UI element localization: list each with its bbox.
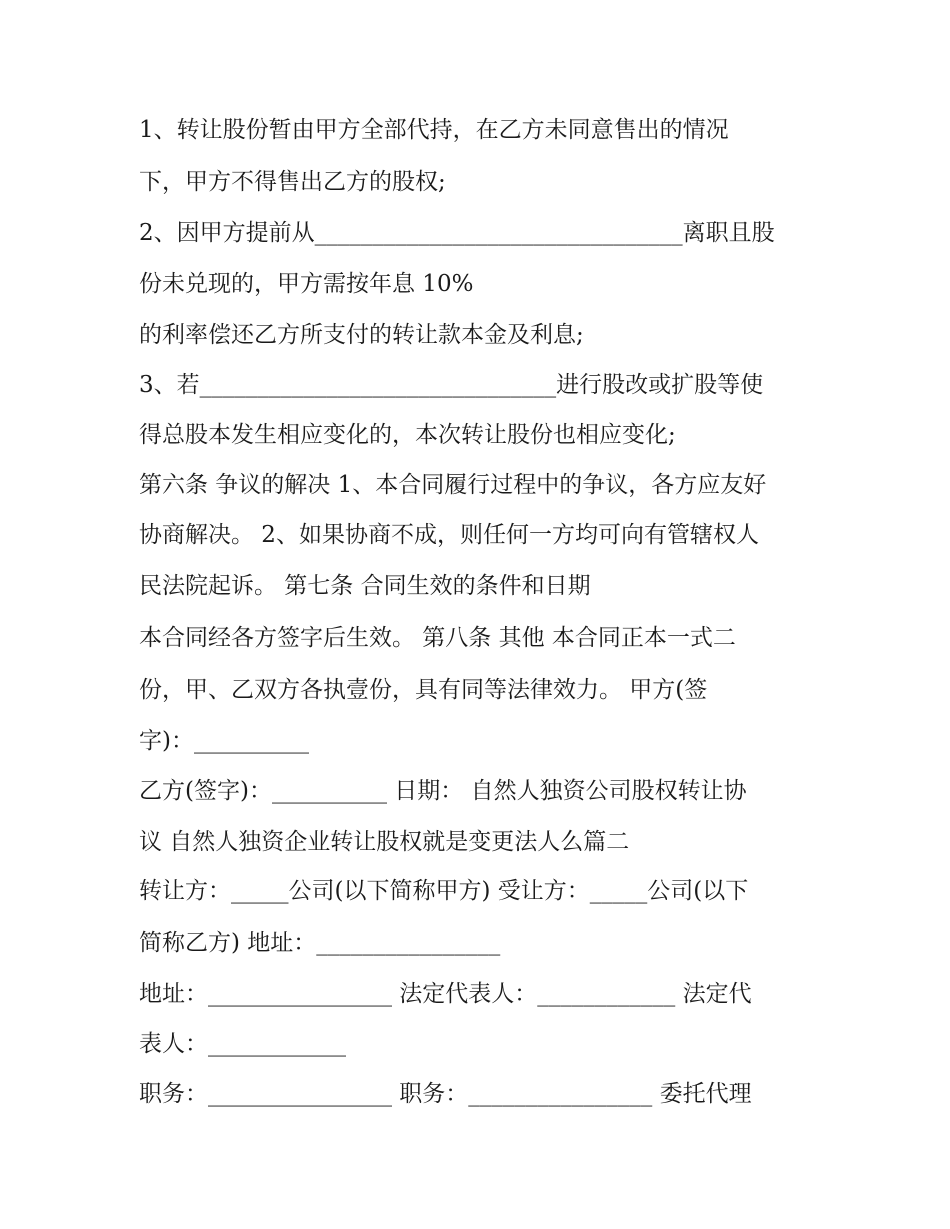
- text-line: 份未兑现的，甲方需按年息 10%: [139, 271, 474, 297]
- text-line: 乙方(签字)：__________ 日期： 自然人独资公司股权转让协: [139, 778, 747, 804]
- text-line: 3、若_______________________________进行股改或扩股等使: [139, 372, 764, 398]
- text-line: 协商解决。 2、如果协商不成，则任何一方均可向有管辖权人: [139, 522, 759, 548]
- text-line: 职务：________________ 职务：________________ 委托代理: [139, 1081, 752, 1107]
- text-line: 议 自然人独资企业转让股权就是变更法人么篇二: [139, 829, 630, 855]
- text-line: 的利率偿还乙方所支付的转让款本金及利息;: [139, 322, 584, 348]
- text-line: 份，甲、乙双方各执壹份，具有同等法律效力。 甲方(签: [139, 677, 708, 703]
- text-line: 字)：__________: [139, 728, 309, 754]
- text-line: 得总股本发生相应变化的，本次转让股份也相应变化;: [139, 422, 676, 448]
- text-line: 民法院起诉。 第七条 合同生效的条件和日期: [139, 573, 591, 599]
- text-line: 转让方：_____公司(以下简称甲方) 受让方：_____公司(以下: [139, 878, 749, 904]
- text-line: 简称乙方) 地址：________________: [139, 930, 501, 956]
- text-line: 下，甲方不得售出乙方的股权;: [139, 169, 446, 195]
- text-line: 第六条 争议的解决 1、本合同履行过程中的争议，各方应友好: [139, 472, 767, 498]
- text-line: 1、转让股份暂由甲方全部代持，在乙方未同意售出的情况: [139, 117, 729, 143]
- text-line: 地址：________________ 法定代表人：____________ 法定代: [139, 981, 752, 1007]
- text-line: 本合同经各方签字后生效。 第八条 其他 本合同正本一式二: [139, 625, 736, 651]
- text-line: 表人：____________: [139, 1031, 346, 1057]
- text-line: 2、因甲方提前从________________________________离职且股: [139, 220, 775, 246]
